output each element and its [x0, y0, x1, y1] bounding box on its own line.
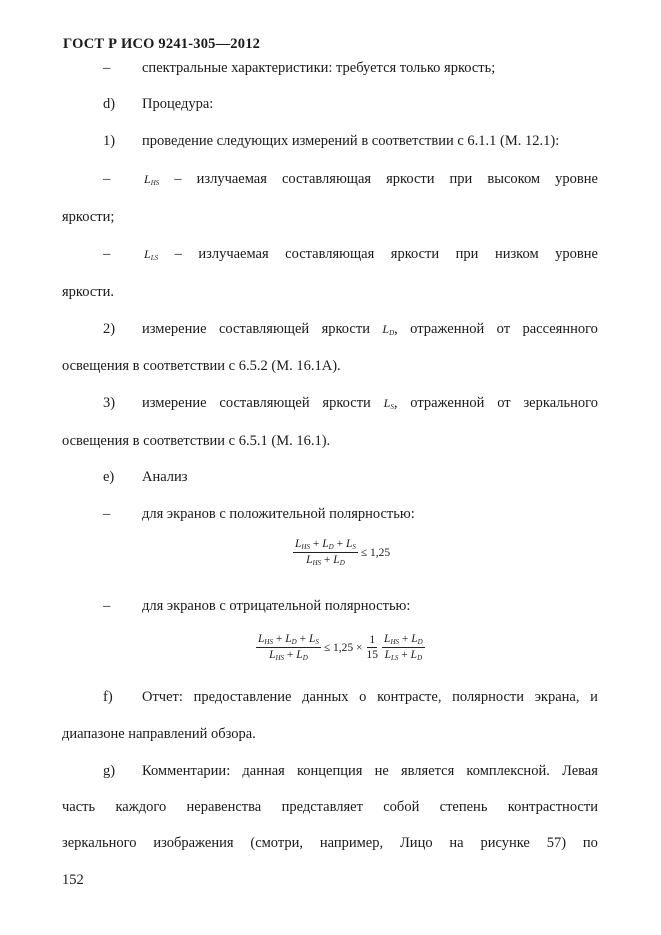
symbol-ld: $L_D$: [382, 322, 395, 337]
justified-line: [142, 763, 598, 780]
justified-line: [144, 246, 598, 267]
word: контрасте,: [377, 689, 442, 705]
symbol-ls: $L_S$: [383, 396, 394, 411]
list-marker: –: [103, 506, 111, 522]
word: является: [400, 763, 455, 779]
word: –: [174, 171, 182, 187]
list-marker: –: [103, 60, 111, 76]
paragraph-text: яркости;: [62, 209, 115, 225]
word: полярности: [452, 689, 525, 705]
paragraph-text: для экранов с положительной полярностью:: [142, 506, 415, 522]
word: составляющей: [218, 321, 310, 337]
word: от: [497, 395, 511, 411]
formula-fraction: $\frac{L_{HS} + L_D + L_S}{L_{HS} + L_D}$: [258, 633, 319, 662]
formula-mid: ≤ 1,25 ×: [323, 641, 363, 654]
justified-line: [142, 321, 598, 342]
word: концепция: [296, 763, 363, 779]
word: степень: [439, 799, 488, 815]
list-marker: 3): [103, 395, 116, 411]
page-number: 152: [62, 872, 84, 888]
word: рисунке: [480, 835, 530, 851]
justified-line: [144, 171, 598, 192]
word: часть: [62, 799, 96, 815]
word: уровне: [555, 171, 598, 187]
word: отраженной: [410, 321, 485, 337]
word: Отчет:: [142, 689, 183, 705]
justified-line: [142, 689, 598, 706]
word: яркости: [390, 246, 440, 262]
list-marker: –: [103, 171, 111, 187]
word: яркости: [321, 321, 370, 337]
word: например,: [319, 835, 384, 851]
word: уровне: [555, 246, 598, 262]
word: высоком: [487, 171, 541, 187]
word: зеркального: [62, 835, 137, 851]
word: экрана,: [534, 689, 580, 705]
paragraph-text: диапазоне направлений обзора.: [62, 726, 256, 742]
word: по: [582, 835, 598, 851]
word: ,: [393, 395, 398, 411]
list-marker: e): [103, 469, 115, 485]
word: измерение: [142, 321, 207, 337]
word: отраженной: [410, 395, 485, 411]
word: предоставление: [193, 689, 292, 705]
word: рассеянного: [522, 321, 598, 337]
word: данных: [302, 689, 349, 705]
word: изображения: [153, 835, 234, 851]
paragraph-text: спектральные характеристики: требуется только яркость;: [142, 60, 496, 76]
word: контрастности: [507, 799, 598, 815]
paragraph-text: освещения в соответствии с 6.5.1 (М. 16.1).: [62, 433, 331, 449]
list-marker: –: [103, 598, 111, 614]
word: при: [449, 171, 473, 187]
justified-line: [62, 799, 598, 816]
list-marker: –: [103, 246, 111, 262]
formula-fraction-small: $\frac{1}{15}$: [366, 634, 379, 661]
word: излучаемая: [198, 246, 269, 262]
formula-fraction: $\frac{L_{HS} + L_D}{L_{LS} + L_D}$: [384, 633, 423, 662]
word: низком: [494, 246, 539, 262]
formula-rhs: ≤ 1,25: [360, 546, 391, 559]
word: составляющая: [285, 246, 375, 262]
word: Комментарии:: [142, 763, 231, 779]
list-marker: 1): [103, 133, 116, 149]
justified-line: [62, 835, 598, 852]
word: яркости: [322, 395, 371, 411]
paragraph-text: проведение следующих измерений в соответствии с 6.1.1 (М. 12.1):: [142, 133, 560, 149]
symbol-lhs: $L_{HS}$: [144, 172, 160, 187]
formula-fraction: $\frac{L_{HS} + L_D + L_S}{L_{HS} + L_D}$: [295, 538, 356, 567]
word: измерение: [142, 395, 207, 411]
formula-positive-polarity: [293, 538, 390, 567]
word: не: [374, 763, 389, 779]
formula-negative-polarity: [256, 633, 425, 662]
word: комплексной.: [466, 763, 550, 779]
list-marker: f): [103, 689, 113, 705]
word: каждого: [115, 799, 167, 815]
word: (смотри,: [250, 835, 304, 851]
word: составляющая: [281, 171, 372, 187]
word: составляющей: [219, 395, 310, 411]
list-marker: g): [103, 763, 116, 779]
word: на: [449, 835, 464, 851]
symbol-lls: $L_{LS}$: [144, 247, 159, 262]
justified-line: [142, 395, 598, 416]
word: Левая: [561, 763, 598, 779]
word: Лицо: [399, 835, 433, 851]
word: о: [359, 689, 367, 705]
word: ,: [394, 321, 398, 337]
word: яркости: [386, 171, 435, 187]
paragraph-text: яркости.: [62, 284, 114, 300]
word: при: [455, 246, 479, 262]
paragraph-text: для экранов с отрицательной полярностью:: [142, 598, 411, 614]
word: от: [496, 321, 511, 337]
paragraph-text: освещения в соответствии с 6.5.2 (М. 16.1А).: [62, 358, 341, 374]
word: излучаемая: [196, 171, 267, 187]
word: неравенства: [186, 799, 262, 815]
word: –: [174, 246, 182, 262]
paragraph-text: Анализ: [142, 469, 188, 485]
paragraph-text: Процедура:: [142, 96, 214, 112]
page-header: ГОСТ Р ИСО 9241-305—2012: [63, 36, 261, 52]
word: зеркального: [523, 395, 598, 411]
list-marker: 2): [103, 321, 116, 337]
word: представляет: [281, 799, 363, 815]
list-marker: d): [103, 96, 116, 112]
word: и: [590, 689, 598, 705]
word: данная: [242, 763, 285, 779]
word: собой: [383, 799, 420, 815]
word: 57): [546, 835, 567, 851]
